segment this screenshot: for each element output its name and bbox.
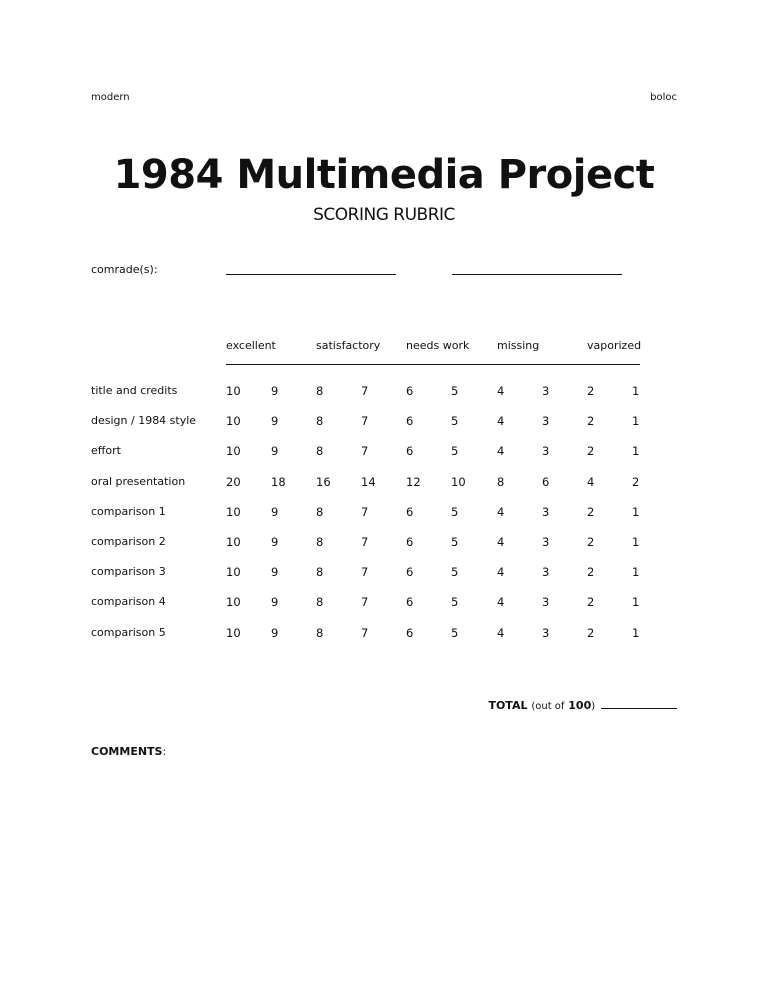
score-cell: 4 (497, 565, 505, 580)
score-cell: 5 (451, 565, 459, 580)
score-cell: 3 (542, 565, 550, 580)
score-cell: 1 (632, 535, 640, 549)
score-cell: 6 (406, 414, 414, 429)
score-cell: 9 (271, 384, 279, 398)
score-cell: 6 (406, 625, 414, 640)
score-cell: 5 (451, 504, 459, 519)
table-row (0, 414, 768, 430)
score-cell: 5 (451, 384, 459, 398)
row-label: comparison 5 (91, 625, 166, 639)
score-cell: 6 (406, 565, 414, 580)
comments-label (91, 745, 166, 758)
score-cell: 10 (226, 384, 241, 398)
score-cell: 7 (361, 444, 369, 459)
table-row (0, 505, 768, 521)
score-cell: 9 (271, 565, 279, 580)
row-label: comparison 2 (91, 535, 166, 548)
category-vaporized: vaporized (587, 339, 642, 352)
score-cell: 10 (451, 474, 466, 489)
comrade-blank-2 (452, 274, 622, 275)
score-cell: 9 (271, 625, 279, 640)
score-cell: 8 (316, 384, 324, 398)
score-cell: 10 (226, 595, 241, 610)
score-cell: 9 (271, 504, 279, 519)
total-paren-close: ) (591, 701, 596, 712)
row-label: design / 1984 style (91, 414, 197, 428)
score-cell: 5 (451, 414, 459, 429)
score-cell: 16 (316, 474, 331, 489)
row-label: comparison 4 (91, 595, 166, 609)
table-row (0, 384, 768, 400)
score-cell: 6 (406, 384, 414, 398)
score-cell: 7 (361, 565, 369, 580)
row-label: comparison 1 (91, 504, 166, 518)
score-cell: 1 (632, 414, 640, 429)
score-cell: 7 (361, 595, 369, 610)
score-cell: 3 (542, 384, 550, 398)
score-cell: 5 (451, 595, 459, 610)
score-cell: 10 (226, 444, 241, 459)
comments-label-text: COMMENTS (91, 745, 163, 758)
score-cell: 9 (271, 595, 279, 610)
total-label: TOTAL (488, 699, 528, 712)
score-cell: 2 (587, 414, 595, 429)
score-cell: 8 (316, 565, 324, 580)
table-row (0, 595, 768, 611)
score-cell: 8 (316, 595, 324, 610)
score-cell: 3 (542, 444, 550, 459)
score-cell: 3 (542, 504, 550, 519)
total-blank (601, 708, 677, 709)
score-cell: 2 (587, 535, 595, 549)
header-left-text: modern (91, 92, 130, 103)
score-cell: 3 (542, 414, 550, 429)
comments-colon: : (162, 745, 167, 758)
score-cell: 3 (542, 625, 550, 640)
score-cell: 7 (361, 414, 369, 429)
score-cell: 5 (451, 444, 459, 459)
score-cell: 2 (632, 474, 640, 489)
score-cell: 8 (316, 535, 324, 549)
score-cell: 4 (497, 444, 505, 459)
total-paren-open: ( (531, 701, 536, 712)
score-cell: 4 (497, 414, 505, 429)
score-cell: 8 (497, 474, 505, 489)
score-cell: 4 (497, 384, 505, 398)
table-row (0, 565, 768, 581)
category-satisfactory: satisfactory (316, 339, 381, 352)
table-row (0, 475, 768, 491)
score-cell: 9 (271, 414, 279, 429)
score-cell: 4 (497, 535, 505, 549)
score-cell: 8 (316, 444, 324, 459)
score-cell: 8 (316, 625, 324, 640)
score-cell: 14 (361, 474, 376, 489)
score-cell: 3 (542, 595, 550, 610)
score-cell: 6 (406, 535, 414, 549)
score-cell: 1 (632, 595, 640, 610)
score-cell: 1 (632, 504, 640, 519)
score-cell: 6 (406, 444, 414, 459)
score-cell: 4 (497, 595, 505, 610)
score-cell: 10 (226, 535, 241, 549)
category-excellent: excellent (226, 339, 276, 352)
score-cell: 20 (226, 474, 241, 489)
score-cell: 2 (587, 625, 595, 640)
score-cell: 1 (632, 444, 640, 459)
score-cell: 10 (226, 414, 241, 429)
score-cell: 7 (361, 384, 369, 398)
score-cell: 4 (497, 504, 505, 519)
score-cell: 2 (587, 384, 595, 398)
comrade-label: comrade(s): (91, 263, 158, 276)
score-cell: 6 (406, 504, 414, 519)
score-cell: 5 (451, 535, 459, 549)
score-cell: 12 (406, 474, 421, 489)
score-cell: 4 (497, 625, 505, 640)
score-cell: 10 (226, 504, 241, 519)
score-cell: 7 (361, 625, 369, 640)
page-title: 1984 Multimedia Project (113, 152, 655, 198)
score-cell: 2 (587, 444, 595, 459)
score-cell: 7 (361, 535, 369, 549)
row-label: oral presentation (91, 474, 186, 488)
score-cell: 4 (587, 474, 595, 489)
score-cell: 9 (271, 444, 279, 459)
score-cell: 9 (271, 535, 279, 549)
score-cell: 6 (542, 474, 550, 489)
category-needs-work: needs work (406, 339, 470, 352)
category-rule (226, 364, 640, 365)
score-cell: 2 (587, 595, 595, 610)
total-line (488, 699, 677, 712)
score-cell: 5 (451, 625, 459, 640)
table-row (0, 444, 768, 460)
score-cell: 10 (226, 625, 241, 640)
row-label: comparison 3 (91, 565, 166, 579)
table-row (0, 626, 768, 642)
score-cell: 1 (632, 384, 640, 398)
score-cell: 8 (316, 414, 324, 429)
score-cell: 1 (632, 625, 640, 640)
page-subtitle: SCORING RUBRIC (313, 205, 455, 225)
comrade-blank-1 (226, 274, 396, 275)
score-cell: 1 (632, 565, 640, 580)
row-label: title and credits (91, 384, 178, 397)
table-row (0, 535, 768, 551)
score-cell: 6 (406, 595, 414, 610)
category-missing: missing (497, 339, 540, 352)
score-cell: 10 (226, 565, 241, 580)
score-cell: 2 (587, 504, 595, 519)
total-out-of: out of (535, 701, 565, 712)
score-cell: 7 (361, 504, 369, 519)
total-max: 100 (568, 699, 592, 712)
score-cell: 18 (271, 474, 286, 489)
score-cell: 8 (316, 504, 324, 519)
row-label: effort (91, 444, 121, 458)
score-cell: 2 (587, 565, 595, 580)
score-cell: 3 (542, 535, 550, 549)
header-right-text: boloc (650, 92, 677, 103)
